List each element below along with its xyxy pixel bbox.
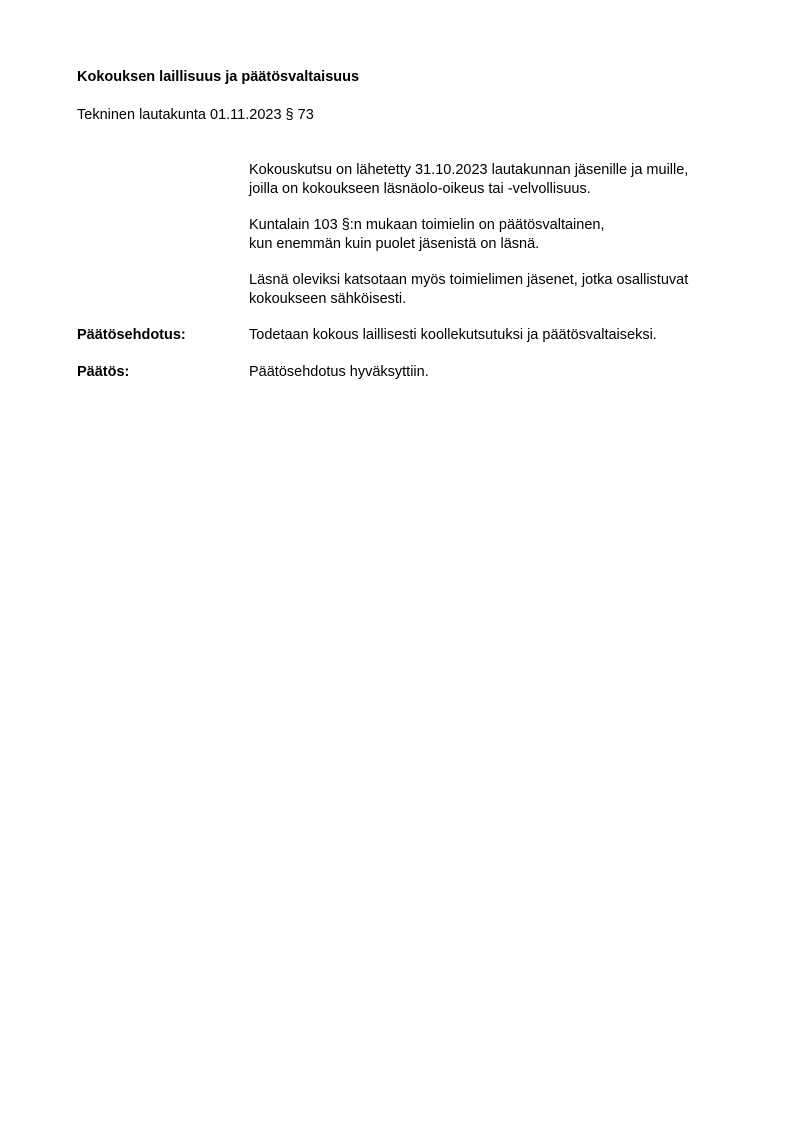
proposal-text: Todetaan kokous laillisesti koollekutsutuksi ja päätösvaltaiseksi. <box>249 327 657 343</box>
paragraph-line: kun enemmän kuin puolet jäsenistä on läsnä. <box>249 235 540 252</box>
paragraph-meeting-invitation <box>249 161 732 198</box>
paragraph-line: kokoukseen sähköisesti. <box>249 290 407 307</box>
paragraph-line: Kokouskutsu on lähetetty 31.10.2023 lautakunnan jäsenille ja muille, <box>249 162 689 178</box>
paragraph-line: joilla on kokoukseen läsnäolo-oikeus tai -velvollisuus. <box>249 180 591 197</box>
paragraph-line: Läsnä oleviksi katsotaan myös toimielimen jäsenet, jotka osallistuvat <box>249 272 689 288</box>
document-title: Kokouksen laillisuus ja päätösvaltaisuus <box>77 69 360 85</box>
paragraph-quorum <box>249 216 732 253</box>
paragraph-line: Kuntalain 103 §:n mukaan toimielin on päätösvaltainen, <box>249 217 605 233</box>
document-subtitle: Tekninen lautakunta 01.11.2023 § 73 <box>77 107 314 123</box>
paragraph-remote-attendance <box>249 271 732 308</box>
proposal-label: Päätösehdotus: <box>77 327 186 343</box>
decision-text: Päätösehdotus hyväksyttiin. <box>249 364 429 380</box>
decision-label: Päätös: <box>77 364 130 380</box>
